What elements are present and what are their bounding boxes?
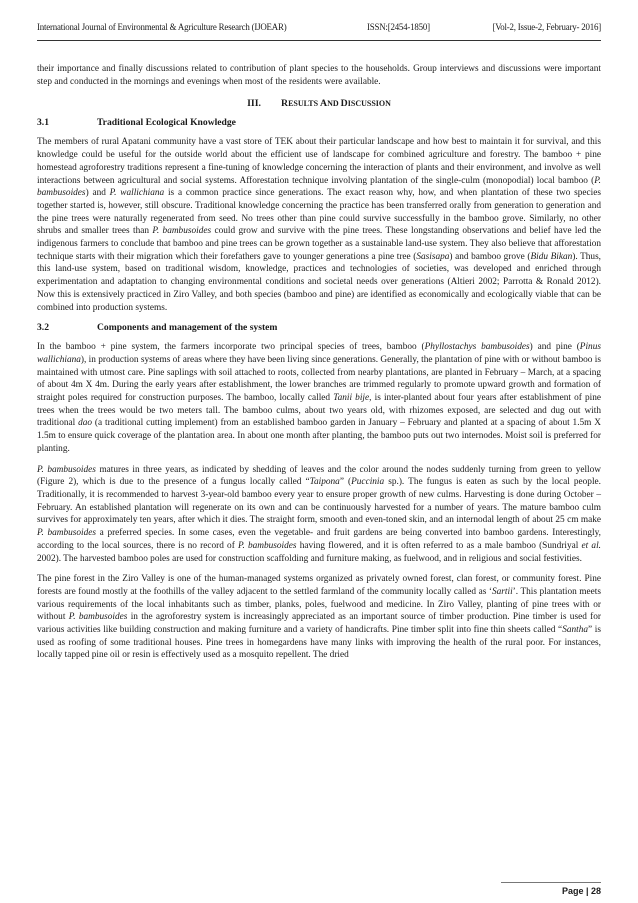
page-footer [501,882,601,896]
article-body [37,63,601,670]
section-title-part: ND [327,99,341,109]
text-run: The pine forest in the Ziro Valley is one of the human-managed systems organized as privately owned forest, clan forest, or community forest. Pine forests are found mostly at the foothills of the valley adjacent to the settled farmland of the community locally called as ‘ [37,574,601,597]
section-title-part: A [320,98,328,110]
text-run: In the bamboo + pine system, the farmers incorporate two principal species of trees, bamboo ( [37,342,425,353]
subsection-heading [37,117,601,128]
section-title-part: D [340,98,348,110]
text-run: ) and bamboo grove ( [449,251,531,262]
text-run: a preferred species. In some cases, even the vegetable- and fruit gardens are being converted into bamboo gardens. Interestingly, according to the local sources, there is no record of [37,528,601,551]
text-run: matures in three years, as indicated by shedding of leaves and the color around the nodes suddenly turning from green to yellow (Figure 2), which is due to the presence of a fungus locally called “ [37,464,601,488]
species-name: P. wallichiana [109,188,165,199]
text-run: ’. This plantation meets various requirements of the local inhabitants such as timber, planks, poles, fuelwood and medicine. In Ziro Valley, planting of pine trees with or without [37,586,601,623]
species-name: P. bambusoides [237,540,297,551]
subsection-number: 3.2 [37,322,49,334]
text-run: 2002). The harvested bamboo poles are used for construction scaffolding and furniture making, as fuelwood, and in religious and social festivities. [37,553,582,564]
issn: ISSN:[2454-1850] [367,22,430,32]
section-title-part: R [281,98,289,110]
text-run: sp.). The fungus is eaten as such by the local people. Traditionally, it is recommended to harvest 3-year-old bamboo every year to ensure proper growth of new culms. Harvesting is done during October – February. An established plantation will regenerate on its own and can be continuously harvested for a number of years. The mature bamboo culm survives for approximately ten years, after which it dies. The straight form, smooth and even-toned skin, and an internodal length of about 25 cm make [37,477,601,526]
local-name: Sasisapa [416,251,450,262]
species-name: Phyllostachys bambusoides [424,342,530,353]
subsection-title: Traditional Ecological Knowledge [97,117,236,129]
text-run: in the agroforestry system is increasingly appreciated as an important source of timber production. Pine timber is used for various activities like building construction and making furniture and a variety of handicrafts. Pine timber split into fine thin sheets called “ [37,612,601,636]
species-name: Puccinia [351,477,385,488]
paragraph-components [37,341,601,455]
local-name: dao [78,418,93,429]
section-number: III. [247,98,261,110]
text-run: is a common practice since generations. The exact reason why, how, and when plantation of these two species together started is, however, still obscure. Traditional knowledge concerning the practice has been transferred orally from generation to generation and the pine trees were naturally regenerated from seed. No trees other than pine could survive successfully in the bamboo grove. Similarly, no other shrubs and smaller trees than [37,188,601,237]
paragraph-bamboo-maturity [37,464,601,566]
section-heading [37,98,601,109]
intro-paragraph: their importance and finally discussions related to contribution of plant species to the households. Group interviews and discussions were important step and conducted in the mornings and evenings when most of the residents were available. [37,64,601,87]
text-run: is inter-planted about four years after establishment of pine trees when the trees would be two meters tall. The bamboo culms, about two years old, with rhizomes exposed, are selected and dug out with traditional [37,393,601,429]
text-run: The members of rural Apatani community have a vast store of TEK about their particular landscape and how best to maintain it for survival, and this knowledge could be useful for the outside world about the efficient use of landscape for combined agriculture and forestry. The bamboo + pine homestead agroforestry traditions represent a fine-tuning of knowledge concerning the interaction of plants and their environment, and involve as well interactions between agricultural and social systems. Afforestation technique involving plantation of the single-culm (monopodial) local bamboo ( [37,137,601,186]
subsection-number: 3.1 [37,117,49,129]
text-run: ) and [85,188,110,199]
species-name: Pinus wallichiana [37,342,601,365]
local-name: Bidu Bikan [530,251,573,262]
citation-etal: et al. [581,540,601,551]
subsection-title: Components and management of the system [97,322,278,334]
page-number: Page | 28 [561,886,601,896]
species-name: P. bambusoides [37,175,601,199]
species-name: P. bambusoides [37,528,97,539]
text-run: ). Thus, this land-use system, based on traditional wisdom, knowledge, practices and technologies of societies, was developed and enriched through experimentation and adaptation to changing environmental conditions and societal needs over generations (Altieri 2002; Parrotta & Ronald 2012). Now this is extensively practiced in Ziro Valley, and both species (bamboo and pine) are identified as economically and ecologically viable that can be combined into production systems. [37,251,602,313]
species-name: P. bambusoides [68,612,128,623]
local-name: Tanii bije, [333,393,372,404]
local-name: Santha [562,625,589,636]
text-run: (a traditional cutting implement) from an established bamboo garden in January – February and planted at a spacing of about 1.5m X 1.5m to ensure quick coverage of the plantation area. In about one month after planting, the bamboo puts out two internodes. Moist soil is preferred for planting. [37,418,601,454]
section-title-part: ESULTS [288,99,321,109]
subsection-heading [37,322,601,333]
paragraph-tek [37,136,601,314]
paragraph-pine-forest [37,573,601,662]
section-title-part: ISCUSSION [347,99,391,109]
text-run: could grow and survive with the pine trees. These longstanding observations and belief have led the indigenous farmers to conclude that bamboo and pine trees can be grown together as a sustainable land-use system. They also believe that afforestation technique starts with their migration which their forefathers gave to younger generations a pine tree ( [37,226,601,262]
species-name: P. bambusoides [37,464,96,475]
text-run: ” is used as roofing of some traditional houses. Pine trees in homegardens have many links with improving the health of the rural poor. For instances, locally tapped pine oil or resin is effectively used as a mosquito repellent. The dried [37,625,601,661]
journal-name: International Journal of Environmental & Agriculture Research (IJOEAR) [37,22,287,32]
text-run: ) and pine ( [529,342,580,353]
text-run: ), in production systems of areas where they have been living since generations. Generally, the plantation of pine with or without bamboo is maintained with utmost care. Pine saplings with soil attached to roots, collected from nearby plantations, are planted in February – March, at a spacing of about 4m X 4m. During the early years after establishment, the lower branches are trimmed regularly to promote upward growth and formation of straight poles required for construction purposes. The bamboo, locally called [37,354,601,404]
text-run: having flowered, and it is often referred to as a male bamboo (Sundriyal [296,540,582,551]
text-run: ” ( [339,477,352,488]
species-name: P. bambusoides [152,226,212,237]
volume-issue: [Vol-2, Issue-2, February- 2016] [492,22,601,32]
running-header [37,20,601,41]
local-name: Sartii [491,586,513,597]
local-name: Taipona [309,477,340,488]
